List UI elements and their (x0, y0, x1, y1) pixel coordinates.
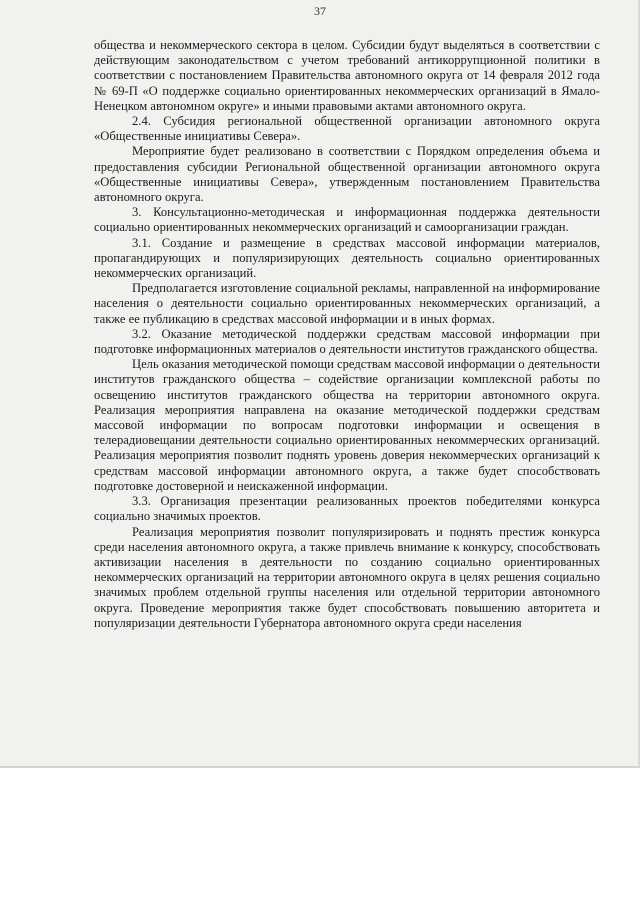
paragraph-subsidy-conditions: общества и некоммерческого сектора в целом. Субсидии будут выделяться в соответствии с действующим законодательством с учетом требований антикоррупционной политики в соответствии с постановлением Правительства автономного округа от 14 февраля 2012 года № 69-П «О поддержке социально ориентированных некоммерческих организаций в Ямало-Ненецком автономном округе» и иными правовыми актами автономного округа. (94, 38, 600, 113)
paragraph-item-3-2: 3.2. Оказание методической поддержки средствам массовой информации при подготовке информационных материалов о деятельности институтов гражданского общества. (94, 326, 600, 357)
paragraph-section-3: 3. Консультационно-методическая и информационная поддержка деятельности социально ориентированных некоммерческих организаций и самоорганизации граждан. (94, 205, 600, 235)
paragraph-item-3-2-details: Цель оказания методической помощи средствам массовой информации о деятельности институтов гражданского общества – содействие организации комплексной работы по освещению институтов гражданского общества на территории автономного округа. Реализация мероприятия направлена на оказание методической поддержки средствам массовой информации по вопросам подготовки информации и освещения в телерадиовещании деятельности социально ориентированных некоммерческих организаций. Реализация мероприятия позволит поднять уровень доверия некоммерческих организаций к средствам массовой информации автономного округа, а также будет способствовать подготовке достоверной и неискаженной информации. (94, 357, 600, 493)
paragraph-item-3-3: 3.3. Организация презентации реализованных проектов победителями конкурса социально значимых проектов. (94, 494, 600, 524)
page-number: 37 (314, 4, 326, 18)
paragraph-item-3-1: 3.1. Создание и размещение в средствах массовой информации материалов, пропагандирующих и популяризирующих деятельность социально ориентированных некоммерческих организаций. (94, 235, 600, 281)
paragraph-item-2-4-details: Мероприятие будет реализовано в соответствии с Порядком определения объема и предоставления субсидии Региональной общественной организации автономного округа «Общественные инициативы Севера», утвержденным постановлением Правительства автономного округа. (94, 144, 600, 205)
paragraph-item-2-4: 2.4. Субсидия региональной общественной организации автономного округа «Общественные инициативы Севера». (94, 114, 600, 144)
paragraph-item-3-1-details: Предполагается изготовление социальной рекламы, направленной на информирование населения о деятельности социально ориентированных некоммерческих организаций, а также ее публикацию в средствах массовой информации и в иных формах. (94, 281, 600, 326)
document-body (94, 38, 600, 631)
paragraph-item-3-3-details: Реализация мероприятия позволит популяризировать и поднять престиж конкурса среди населения автономного округа, а также привлечь внимание к конкурсу, способствовать активизации населения в деятельности по созданию социально ориентированных некоммерческих организаций на территории автономного округа в целях решения социально значимых проблем отдельной группы населения или отдельной территории автономного округа. Проведение мероприятия также будет способствовать повышению авторитета и популяризации деятельности Губернатора автономного округа среди населения (94, 524, 600, 630)
